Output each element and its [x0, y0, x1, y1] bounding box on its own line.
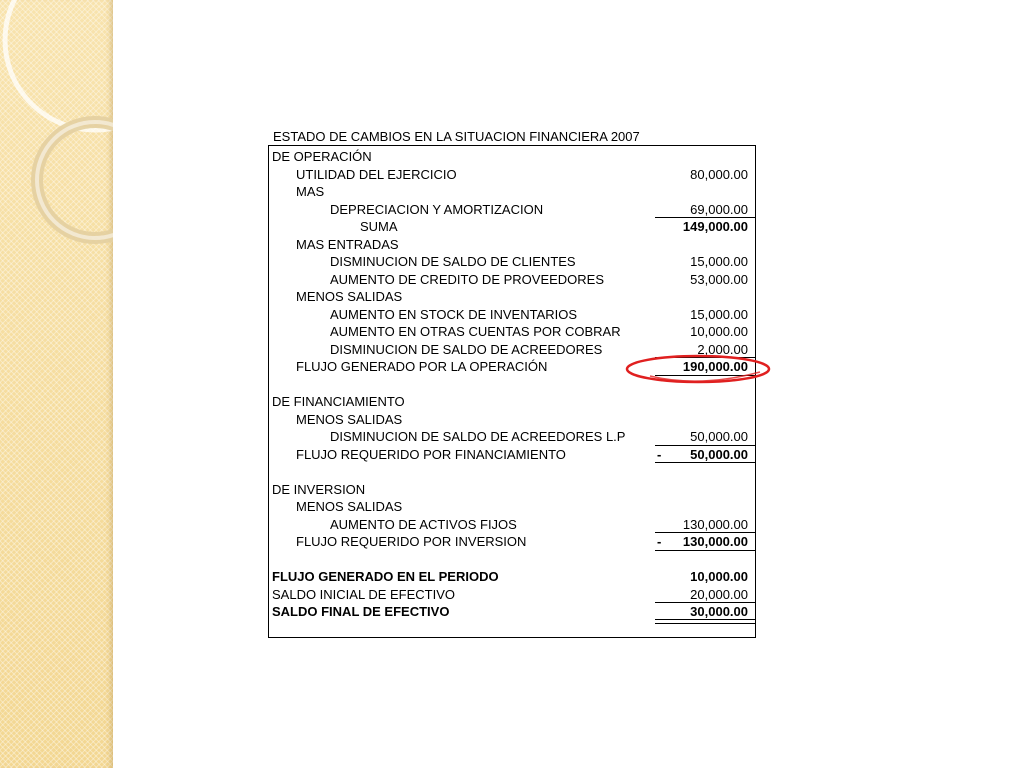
section-heading: DE OPERACIÓN [272, 149, 372, 164]
row-label: AUMENTO EN STOCK DE INVENTARIOS [330, 306, 578, 322]
row-value: 130,000.00 [682, 516, 748, 532]
row-value: 50,000.00 [690, 446, 748, 462]
row-label: MENOS SALIDAS [296, 411, 403, 427]
row-value: 2,000.00 [697, 341, 748, 357]
row-label: MENOS SALIDAS [296, 289, 403, 304]
row-value: 190,000.00 [682, 359, 748, 374]
row-label: AUMENTO DE CREDITO DE PROVEEDORES [330, 271, 605, 287]
row-label: AUMENTO DE ACTIVOS FIJOS [330, 516, 517, 532]
row-value: 15,000.00 [690, 306, 748, 322]
row-label: DEPRECIACION Y AMORTIZACION [330, 201, 544, 217]
statement-title: ESTADO DE CAMBIOS EN LA SITUACION FINANCIERA 2007 [273, 129, 640, 144]
row-value: 15,000.00 [690, 254, 748, 269]
row-label: MAS [296, 184, 325, 199]
row-value: 80,000.00 [690, 166, 748, 182]
row-label: FLUJO GENERADO POR LA OPERACIÓN [296, 359, 548, 374]
row-label: DISMINUCION DE SALDO DE CLIENTES [330, 254, 576, 269]
row-value: 20,000.00 [690, 586, 748, 602]
row-value: 30,000.00 [690, 604, 748, 619]
row-label: SUMA [360, 219, 398, 234]
row-label: FLUJO REQUERIDO POR INVERSION [296, 534, 527, 549]
row-label: SALDO FINAL DE EFECTIVO [272, 604, 450, 619]
row-value: 69,000.00 [690, 201, 748, 217]
section-heading: DE FINANCIAMIENTO [272, 394, 405, 409]
row-value: 53,000.00 [690, 271, 748, 287]
row-label: UTILIDAD DEL EJERCICIO [296, 166, 457, 182]
row-label: MENOS SALIDAS [296, 499, 403, 514]
row-label: AUMENTO EN OTRAS CUENTAS POR COBRAR [330, 324, 621, 339]
row-value: 50,000.00 [690, 429, 748, 444]
row-label: DISMINUCION DE SALDO DE ACREEDORES [330, 341, 603, 357]
row-label: FLUJO GENERADO EN EL PERIODO [272, 569, 499, 584]
row-value: 10,000.00 [690, 569, 748, 584]
row-value: 10,000.00 [690, 324, 748, 339]
row-label: FLUJO REQUERIDO POR FINANCIAMIENTO [296, 446, 566, 462]
row-label: DISMINUCION DE SALDO DE ACREEDORES L.P [330, 429, 626, 444]
negative-sign: - [657, 534, 662, 549]
row-label: SALDO INICIAL DE EFECTIVO [272, 586, 456, 602]
row-value: 149,000.00 [682, 219, 748, 234]
negative-sign: - [657, 446, 662, 462]
row-value: 130,000.00 [682, 534, 748, 549]
section-heading: DE INVERSION [272, 481, 366, 497]
row-label: MAS ENTRADAS [296, 236, 399, 252]
